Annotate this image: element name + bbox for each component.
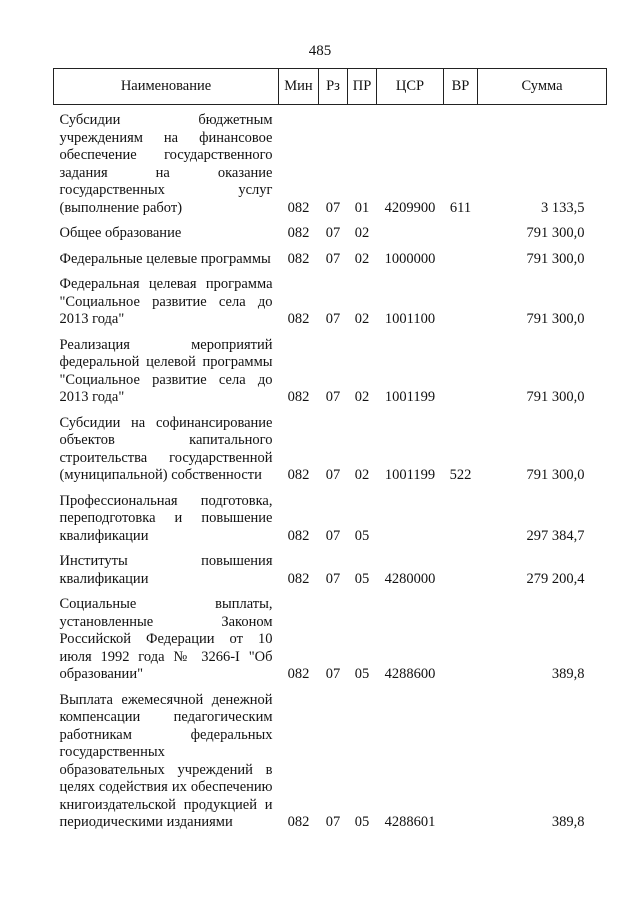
row-name: Социальные выплаты, установленные Законом Российской Федерации от 10 июля 1992 года № 3266-I "Об образовании" [59,596,273,682]
row-vr: 522 [449,467,472,483]
row-pr: 01 [354,199,370,216]
row-sum: 297 384,7 [526,527,585,544]
row-sum: 389,8 [551,666,585,682]
row-sum: 791 300,0 [526,389,585,405]
row-rz: 07 [325,225,341,241]
row-rz: 07 [325,467,341,483]
table-row [54,105,607,218]
header-csr: ЦСР [377,69,444,105]
row-rz: 07 [325,666,341,682]
row-pr: 05 [354,527,370,544]
row-rz: 07 [325,311,341,327]
budget-table-container [53,68,606,832]
row-rz: 07 [325,250,341,267]
row-sum: 791 300,0 [526,311,585,327]
row-pr: 02 [354,389,370,405]
budget-table [53,68,607,832]
row-vr [444,545,478,588]
row-csr: 4209900 [384,199,436,216]
row-rz: 07 [325,814,341,830]
table-row [54,268,607,329]
header-sum: Сумма [478,69,607,105]
row-min: 082 [287,666,310,682]
row-name: Выплата ежемесячной денежной компенсации педагогическим работникам федеральных государственных образовательных учреждений в целях содействия их обеспечению книгоиздательской продукцией и периодическими изданиями [59,691,273,830]
page-number: 485 [308,43,332,59]
row-pr: 02 [354,311,370,327]
row-min: 082 [287,570,310,587]
header-min: Мин [279,69,319,105]
table-row [54,588,607,684]
header-name: Наименование [54,69,279,105]
row-pr: 05 [354,570,370,587]
row-pr: 05 [354,814,370,830]
row-name: Реализация мероприятий федеральной целевой программы "Социальное развитие села до 2013 года" [59,336,273,405]
table-body [54,105,607,832]
row-min: 082 [287,467,310,483]
row-pr: 02 [354,225,370,241]
row-min: 082 [287,389,310,405]
row-min: 082 [287,225,310,241]
row-vr [444,243,478,269]
row-sum: 279 200,4 [526,570,585,587]
row-vr [444,485,478,546]
row-sum: 3 133,5 [541,199,585,216]
row-min: 082 [287,814,310,830]
table-row [54,545,607,588]
row-rz: 07 [325,389,341,405]
header-row [54,69,607,105]
row-vr [444,588,478,684]
row-min: 082 [287,199,310,216]
row-pr: 02 [354,467,370,483]
row-csr: 4288600 [384,666,436,682]
table-row [54,329,607,407]
row-csr: 4280000 [384,570,436,587]
row-name: Общее образование [59,225,182,241]
row-name: Институты повышения квалификации [59,553,273,587]
row-name: Федеральные целевые программы [59,250,271,267]
row-name: Субсидии бюджетным учреждениям на финансовое обеспечение государственного задания на оказание государственных услуг (выполнение работ) [59,112,273,216]
row-csr: 4288601 [384,814,436,830]
row-name: Профессиональная подготовка, переподготовка и повышение квалификации [59,492,273,544]
row-sum: 791 300,0 [526,250,585,267]
row-sum: 791 300,0 [526,225,585,241]
row-vr [444,684,478,832]
row-rz: 07 [325,570,341,587]
row-min: 082 [287,311,310,327]
row-csr: 1001199 [384,467,436,483]
table-row [54,485,607,546]
row-csr [377,217,444,243]
row-sum: 791 300,0 [526,467,585,483]
row-min: 082 [287,250,310,267]
row-vr [444,329,478,407]
header-pr: ПР [348,69,377,105]
row-pr: 02 [354,250,370,267]
table-row [54,684,607,832]
table-row [54,407,607,485]
header-rz: Рз [319,69,348,105]
row-rz: 07 [325,527,341,544]
row-name: Субсидии на софинансирование объектов капитального строительства государственной (муниципальной) собственности [59,414,273,483]
row-vr [444,268,478,329]
row-csr: 1000000 [384,250,436,267]
row-csr [377,485,444,546]
table-row [54,217,607,243]
row-csr: 1001199 [384,389,436,405]
row-rz: 07 [325,199,341,216]
row-vr: 611 [449,199,472,216]
row-vr [444,217,478,243]
row-pr: 05 [354,666,370,682]
row-sum: 389,8 [551,814,585,830]
row-min: 082 [287,527,310,544]
row-name: Федеральная целевая программа "Социальное развитие села до 2013 года" [59,276,273,327]
table-header [54,69,607,105]
row-csr: 1001100 [384,311,436,327]
header-vr: ВР [444,69,478,105]
table-row [54,243,607,269]
